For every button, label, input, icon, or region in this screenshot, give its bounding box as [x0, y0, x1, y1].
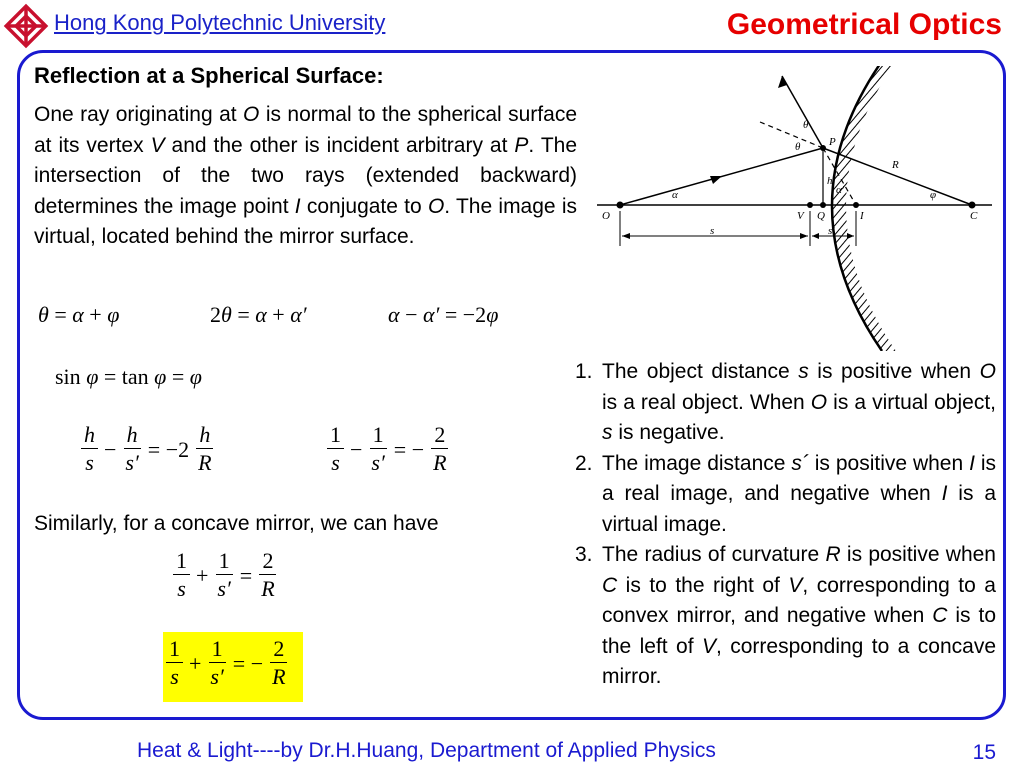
label-alpha-prime: α' [836, 184, 845, 196]
reflected-ray [782, 76, 823, 148]
equation-theta: θ = α + φ [38, 302, 120, 327]
label-s-prime: s' [828, 225, 835, 237]
label-V: V [797, 210, 804, 222]
equation-alpha-difference: α − α′ = −2φ [388, 302, 499, 327]
equation-concave-mirror: $\frac{1}{s}$ + $\frac{1}{s'}$ = $\frac{2}{R}$ [172, 548, 279, 603]
point-Q [820, 202, 826, 208]
label-theta-1: θ [803, 119, 809, 131]
point-O [617, 202, 624, 209]
point-C [969, 202, 976, 209]
course-title: Geometrical Optics [726, 8, 1002, 41]
equation-concave-highlighted: $\frac{1}{s}$ + $\frac{1}{s'}$ = − $\frac{2}{R}$ [165, 636, 290, 691]
intro-paragraph: One ray originating at O is normal to the spherical surface at its vertex V and the other is incident arbitrary at P. The intersection of the two rays (extended backward) determines the image point I conjugate to O. The image is virtual, located behind the mirror surface. [34, 103, 578, 248]
point-P [820, 145, 826, 151]
equation-convex-mirror: $\frac{1}{s}$ − $\frac{1}{s'}$ = − $\frac{2}{R}$ [326, 422, 451, 477]
sign-convention-list [572, 357, 996, 693]
university-link[interactable]: Hong Kong Polytechnic University [54, 10, 386, 35]
label-theta-2: θ [795, 141, 801, 153]
label-h: h [827, 175, 833, 187]
equation-two-theta: 2θ = α + α′ [210, 302, 307, 327]
similarly-text: Similarly, for a concave mirror, we can have [34, 512, 439, 535]
label-R: R [892, 159, 899, 171]
incident-arrow [710, 176, 722, 184]
label-P: P [829, 136, 836, 148]
list-item: 3. The radius of curvature R is positive when C is to the right of V, corresponding to a convex mirror, and negative when C is to the left of V, corresponding to a concave mirror. [575, 543, 996, 688]
list-item: 1. The object distance s is positive when O is a real object. When O is a virtual object, s is negative. [575, 360, 997, 444]
point-I [853, 202, 859, 208]
page-number: 15 [972, 741, 996, 764]
normal-line [760, 122, 823, 148]
equation-h-over-s: $\frac{h}{s}$ − $\frac{h}{s'}$ = −2 $\frac{h}{R}$ [80, 422, 216, 477]
label-alpha: α [672, 189, 678, 201]
slide-heading: Reflection at a Spherical Surface: [34, 63, 384, 88]
mirror-hatching [832, 66, 896, 351]
spherical-mirror-diagram [592, 66, 997, 351]
label-Q: Q [817, 210, 825, 222]
list-item: 2. The image distance s´ is positive when I is a real image, and negative when I is a virtual image. [575, 451, 997, 536]
point-V [807, 202, 813, 208]
label-phi: φ [930, 189, 937, 201]
label-O: O [602, 210, 610, 222]
footer-credit: Heat & Light----by Dr.H.Huang, Department of Applied Physics [137, 739, 716, 762]
label-s: s [710, 225, 715, 237]
label-C: C [970, 210, 978, 222]
incident-ray [620, 148, 823, 205]
equation-small-angle: sin φ = tan φ = φ [55, 364, 202, 389]
university-logo [2, 2, 50, 50]
label-I: I [860, 210, 864, 222]
